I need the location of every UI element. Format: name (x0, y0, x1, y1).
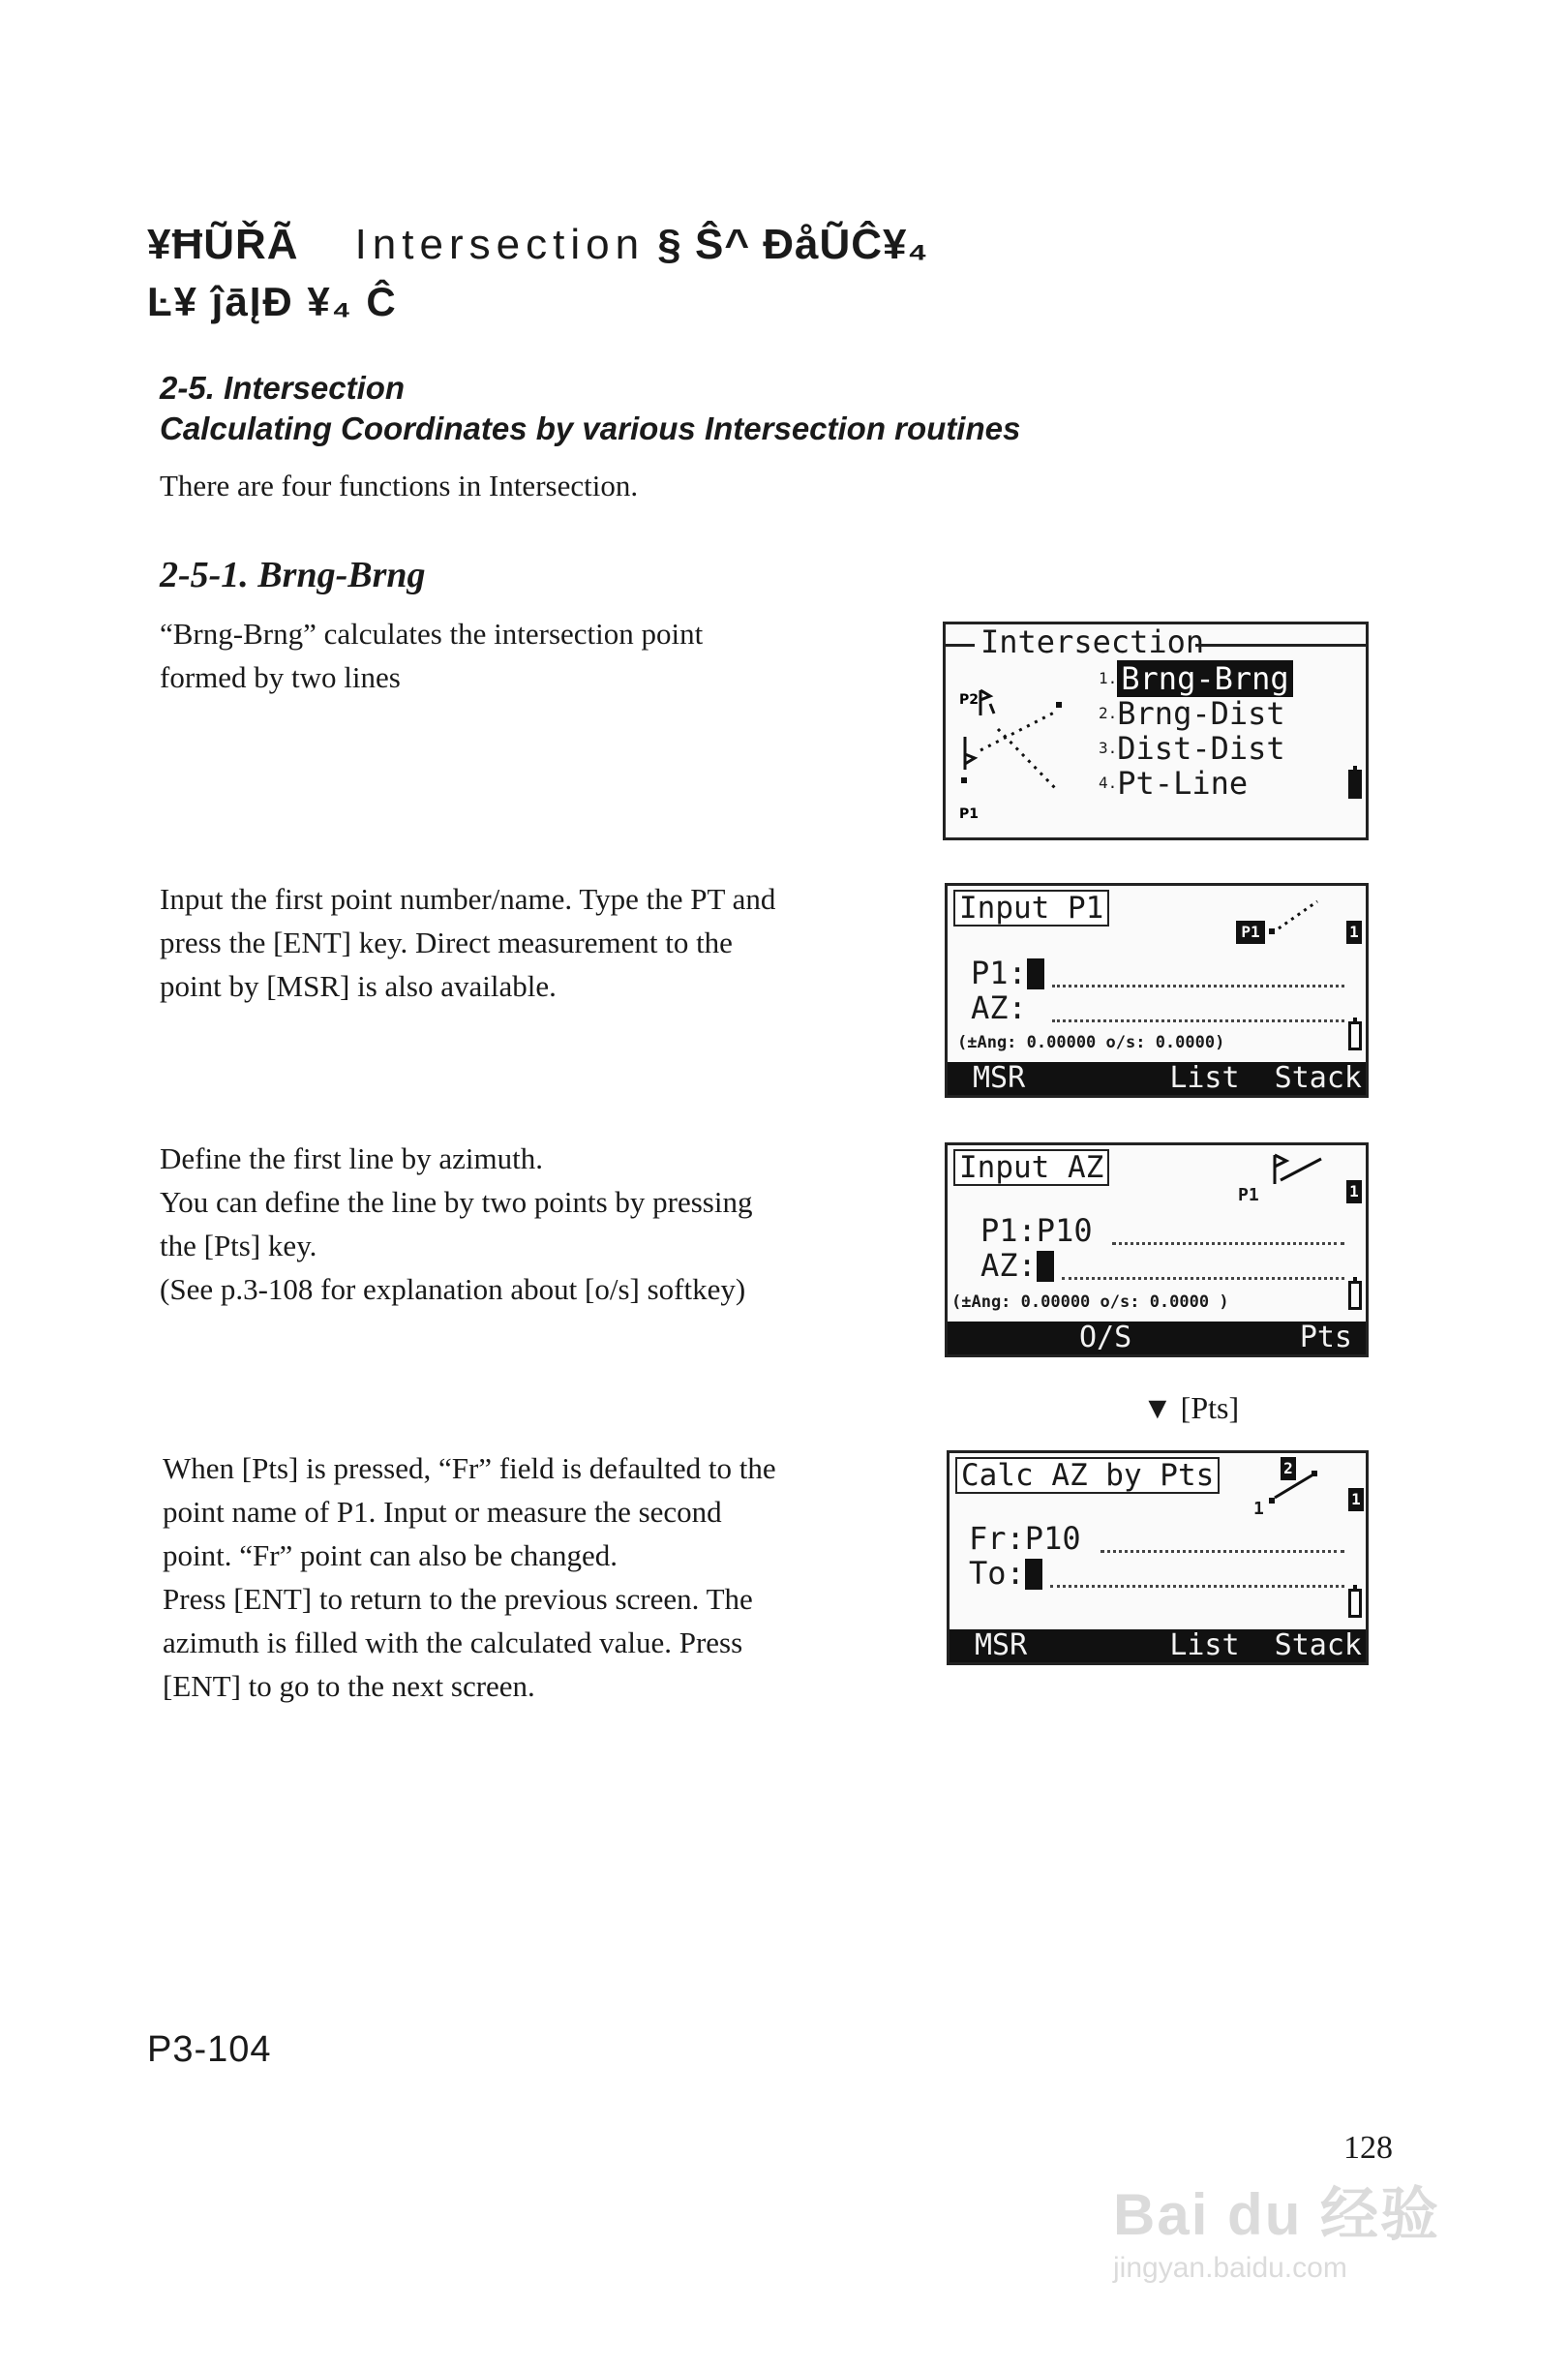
softkey-bar (948, 1062, 1366, 1095)
header-line-1 (147, 221, 928, 269)
menu-num: 2. (1099, 704, 1118, 722)
screen-title: Calc AZ by Pts (955, 1457, 1220, 1494)
menu-num: 4. (1099, 774, 1118, 792)
softkey-list-stack[interactable]: List Stack (1169, 1061, 1362, 1095)
menu-label: Pt-Line (1117, 765, 1249, 802)
softkey-bar (950, 1629, 1366, 1662)
line-direction-icon (1269, 1151, 1327, 1200)
field-underline (1101, 1550, 1344, 1553)
header-prefix: ¥ĦŨŘÃ (147, 221, 299, 268)
paragraph-input-p1 (160, 877, 775, 1008)
frame-line (946, 644, 975, 647)
point-marker: P1 (1236, 921, 1265, 944)
paragraph-line: When [Pts] is pressed, “Fr” field is defaulted to the (163, 1451, 776, 1485)
paragraph-line: the [Pts] key. (160, 1229, 317, 1262)
watermark-brand: Bai du 经验 (1113, 2182, 1441, 2247)
field-az[interactable] (971, 990, 1027, 1025)
field-value: Fr:P10 (969, 1520, 1081, 1557)
field-value: P1:P10 (980, 1212, 1093, 1249)
battery-icon (1348, 1281, 1362, 1310)
field-underline (1062, 1277, 1344, 1280)
field-to[interactable] (969, 1556, 1042, 1591)
battery-icon (1348, 1021, 1362, 1050)
text-cursor (1025, 1559, 1042, 1590)
menu-item-brng-brng[interactable] (1099, 661, 1293, 696)
paragraph-line: Press [ENT] to return to the previous screen. The (163, 1582, 753, 1616)
menu-label: Brng-Dist (1117, 695, 1285, 732)
field-underline (1052, 985, 1344, 988)
header-intersection-word: Intersection (354, 221, 646, 268)
frame-line (1195, 644, 1366, 647)
paragraph-line: point. “Fr” point can also be changed. (163, 1538, 618, 1572)
point-marker-to: 2 (1281, 1457, 1296, 1480)
field-p1[interactable] (971, 956, 1044, 990)
paragraph-define-line (160, 1137, 752, 1311)
paragraph-line: press the [ENT] key. Direct measurement to the (160, 926, 733, 959)
screen-title: Intersection (980, 623, 1205, 660)
paragraph-line: formed by two lines (160, 660, 401, 694)
field-underline (1050, 1585, 1344, 1588)
header-suffix: § Ŝ^ ĐåŨĈ¥₄ (657, 221, 929, 268)
softkey-os[interactable]: O/S (1079, 1321, 1132, 1354)
paragraph-line: point by [MSR] is also available. (160, 969, 557, 1003)
intersection-diagram-icon (959, 683, 1075, 828)
menu-num: 1. (1099, 669, 1118, 687)
page-label: P3-104 (147, 2029, 272, 2070)
battery-icon (1348, 770, 1362, 799)
screen-intersection-menu (943, 622, 1369, 840)
paragraph-line: “Brng-Brng” calculates the intersection point (160, 617, 704, 651)
section-title: 2-5. Intersection (160, 370, 406, 406)
field-az[interactable] (980, 1248, 1054, 1283)
pts-arrow-caption: ▼ [Pts] (1142, 1390, 1240, 1425)
header-line-2: Ŀ¥ ĵāĮĐ ¥₄ Ĉ (147, 279, 398, 324)
screen-input-az (945, 1142, 1369, 1357)
screen-input-p1 (945, 883, 1369, 1098)
subsection-title: 2-5-1. Brng-Brng (160, 555, 426, 595)
page-index: 1 (1348, 1488, 1364, 1511)
paragraph-line: You can define the line by two points by pressing (160, 1185, 753, 1219)
page-index: 1 (1346, 1180, 1362, 1203)
softkey-msr[interactable]: MSR (975, 1628, 1028, 1662)
paragraph-line: Input the first point number/name. Type the PT and (160, 882, 776, 916)
menu-label: Brng-Brng (1117, 660, 1292, 697)
field-underline (1112, 1242, 1344, 1245)
line-direction-icon (1269, 896, 1323, 944)
diagram-label-p2: P2 (959, 692, 980, 708)
field-underline (1052, 1019, 1344, 1022)
diagram-label-p1: P1 (959, 806, 980, 822)
point-marker-from: 1 (1253, 1499, 1264, 1519)
field-label: P1: (971, 955, 1027, 991)
field-from[interactable] (969, 1521, 1081, 1556)
paragraph-line: [ENT] to go to the next screen. (163, 1669, 535, 1703)
paragraph-line: azimuth is filled with the calculated value. Press (163, 1626, 743, 1659)
baidu-watermark (1103, 2120, 1471, 2285)
watermark-url: jingyan.baidu.com (1113, 2252, 1347, 2284)
screen-title: Input P1 (953, 890, 1109, 927)
paragraph-line: point name of P1. Input or measure the second (163, 1495, 722, 1529)
section-subtitle: Calculating Coordinates by various Intersection routines (160, 410, 1021, 446)
paragraph-brng-brng (160, 612, 703, 699)
line-direction-icon (1265, 1463, 1323, 1511)
text-cursor (1027, 958, 1044, 989)
menu-item-dist-dist[interactable] (1099, 731, 1285, 766)
status-line: (±Ang: 0.00000 o/s: 0.0000) (957, 1033, 1225, 1052)
section-intro: There are four functions in Intersection. (160, 469, 639, 502)
softkey-pts[interactable]: Pts (1299, 1321, 1352, 1354)
screen-title: Input AZ (953, 1149, 1109, 1186)
paragraph-pts-pressed (163, 1446, 776, 1708)
softkey-list-stack[interactable]: List Stack (1169, 1628, 1362, 1662)
battery-icon (1348, 1589, 1362, 1618)
menu-num: 3. (1099, 739, 1118, 757)
softkey-msr[interactable]: MSR (973, 1061, 1026, 1095)
softkey-bar (948, 1322, 1366, 1354)
page-number: 128 (1343, 2130, 1393, 2166)
text-cursor (1037, 1251, 1054, 1282)
menu-item-brng-dist[interactable] (1099, 696, 1285, 731)
field-label: AZ: (980, 1247, 1037, 1284)
page-index: 1 (1346, 921, 1362, 944)
menu-label: Dist-Dist (1117, 730, 1285, 767)
point-marker: P1 (1238, 1185, 1259, 1205)
screen-calc-az-by-pts (947, 1450, 1369, 1665)
field-label: To: (969, 1555, 1025, 1592)
field-p1[interactable] (980, 1213, 1093, 1248)
paragraph-line: (See p.3-108 for explanation about [o/s] softkey) (160, 1272, 746, 1306)
paragraph-line: Define the first line by azimuth. (160, 1141, 543, 1175)
status-line: (±Ang: 0.00000 o/s: 0.0000 ) (951, 1292, 1229, 1312)
field-label: AZ: (971, 989, 1027, 1026)
menu-item-pt-line[interactable] (1099, 766, 1248, 801)
